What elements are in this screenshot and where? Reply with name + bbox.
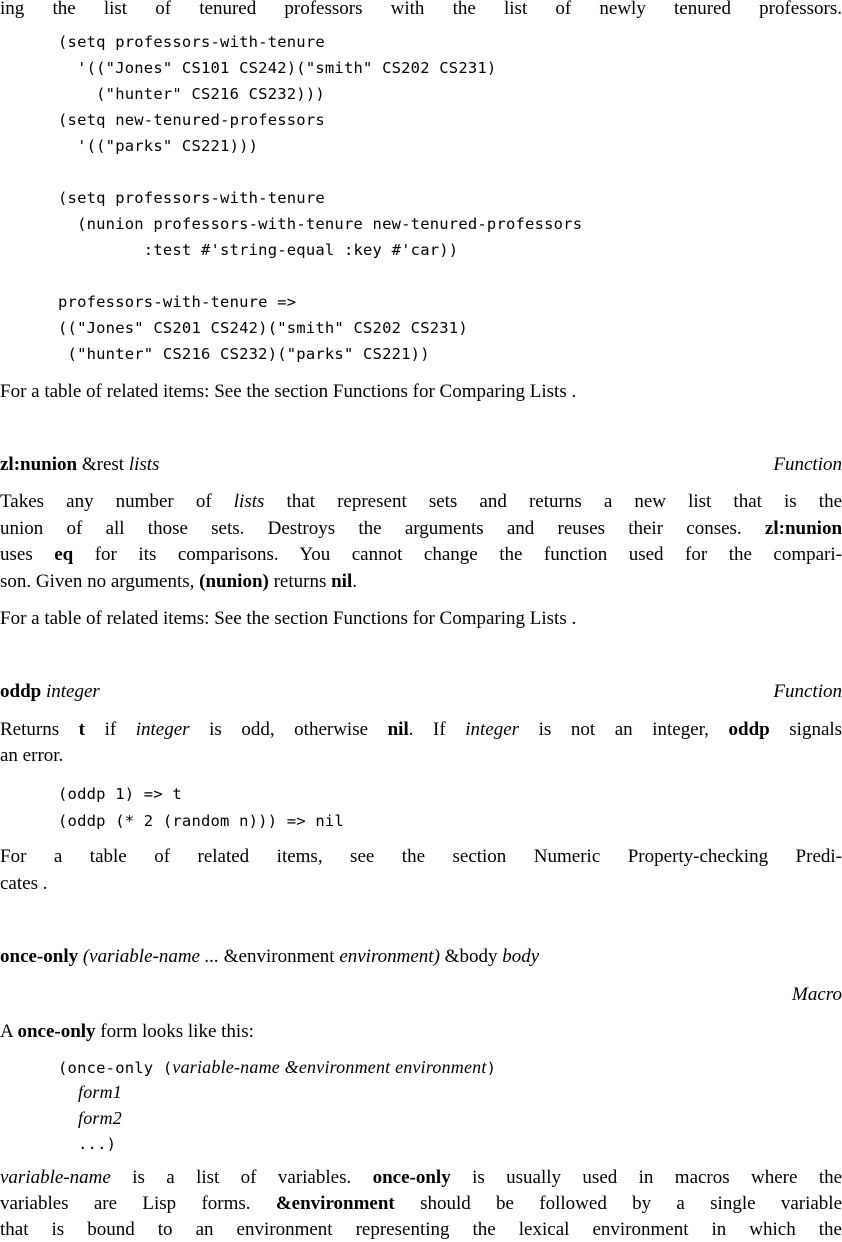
code-line: (setq professors-with-tenure [58, 33, 325, 51]
description-line: A once-only form looks like this: [0, 1021, 254, 1042]
code-line: (nunion professors-with-tenure new-tenured-professors [58, 215, 583, 233]
code-line: (once-only (variable-name &environment environment) [58, 1057, 497, 1077]
description-line: Returns t if integer is odd, otherwise nil. If integer is not an integer, oddp signals [0, 719, 842, 740]
see-also-text: cates . [0, 873, 48, 894]
code-line: '(("parks" CS221))) [58, 137, 259, 155]
entry-kind: Function [773, 681, 842, 702]
code-line: (oddp (* 2 (random n))) => nil [58, 812, 344, 830]
function-name: zl:nunion [0, 454, 78, 475]
see-also-text: For a table of related items: See the section Functions for Comparing Lists . [0, 381, 577, 402]
code-line: professors-with-tenure => [58, 293, 297, 311]
entry-header-oddp [0, 680, 842, 704]
description-line: that is bound to an environment representing the lexical environment in which the [0, 1219, 842, 1240]
see-also-text: For a table of related items: See the section Functions for Comparing Lists . [0, 608, 577, 629]
entry-kind: Function [773, 454, 842, 475]
code-line: ...) [78, 1135, 117, 1153]
code-line: (setq professors-with-tenure [58, 189, 325, 207]
description-line: son. Given no arguments, (nunion) returns nil. [0, 571, 357, 592]
entry-header-zl-nunion [0, 453, 842, 477]
code-line: ("hunter" CS216 CS232))) [58, 85, 325, 103]
entry-kind: Macro [792, 984, 842, 1005]
code-line: (setq new-tenured-professors [58, 111, 325, 129]
code-line: :test #'string-equal :key #'car)) [58, 241, 459, 259]
argument-name: lists [128, 454, 160, 475]
description-line: variables are Lisp forms. &environment should be followed by a single variable [0, 1193, 842, 1214]
code-line: ("hunter" CS216 CS232)("parks" CS221)) [58, 345, 430, 363]
function-name: oddp [0, 681, 42, 702]
lambda-keyword: &rest [81, 454, 125, 475]
code-line: form2 [78, 1108, 123, 1128]
code-line: (("Jones" CS201 CS242)("smith" CS202 CS231) [58, 319, 468, 337]
code-line: form1 [78, 1082, 123, 1102]
code-line: (oddp 1) => t [58, 785, 182, 803]
description-line: Takes any number of lists that represent sets and returns a new list that is the [0, 491, 842, 512]
description-line: an error. [0, 745, 64, 766]
description-line: uses eq for its comparisons. You cannot change the function used for the compari- [0, 544, 842, 565]
entry-header-once-only: once-only (variable-name ... &environment environment) &body body [0, 946, 540, 967]
see-also-text: For a table of related items, see the section Numeric Property-checking Predi- [0, 846, 842, 867]
macro-name: once-only [0, 946, 79, 967]
code-line: '(("Jones" CS101 CS242)("smith" CS202 CS231) [58, 59, 497, 77]
description-line: variable-name is a list of variables. once-only is usually used in macros where the [0, 1167, 842, 1188]
description-line: union of all those sets. Destroys the arguments and reuses their conses. zl:nunion [0, 518, 842, 539]
argument-name: integer [45, 681, 100, 702]
intro-text: ing the list of tenured professors with the list of newly tenured professors. [0, 0, 842, 19]
